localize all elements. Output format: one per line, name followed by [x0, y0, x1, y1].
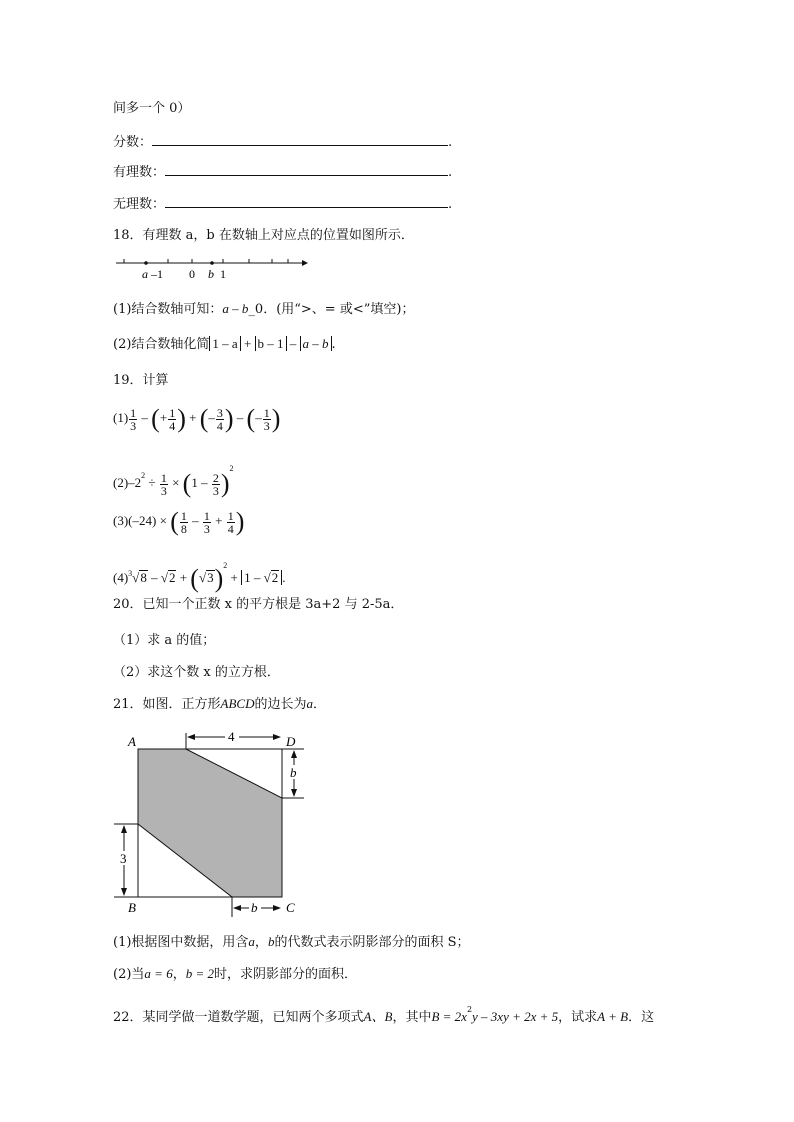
q18-p1-suffix: _0．(用“>、= 或<”填空)；	[248, 302, 415, 317]
vertex-c: C	[286, 900, 295, 915]
dim-right-label: b	[290, 765, 297, 780]
fraction-blank[interactable]	[152, 133, 448, 146]
number-line-arrow	[302, 260, 308, 266]
rational-label: 有理数：	[113, 165, 166, 180]
fraction-answer-line	[113, 133, 452, 152]
q21-part2: (2)当a = 6，b = 2时，求阴影部分的面积．	[113, 966, 358, 982]
q20-part2: （2）求这个数 x 的立方根．	[113, 665, 280, 680]
abs-b-minus-1: b – 1	[255, 336, 287, 351]
q22-stem: 22．某同学做一道数学题，已知两个多项式A、B，其中$B = 2x^2y - 3xy + 2x + 5$，试求A + B．这	[113, 1005, 655, 1025]
abs-a-minus-b: a – b	[300, 336, 332, 351]
point-a-dot	[144, 261, 148, 265]
period: .	[448, 135, 453, 150]
dim-left-label: 3	[120, 851, 127, 866]
q18-p1-expr: a – b	[222, 301, 249, 316]
q20-stem: 20．已知一个正数 x 的平方根是 3a+2 与 2-5a．	[113, 597, 404, 612]
vertex-b: B	[128, 900, 136, 915]
label-b: b	[208, 267, 214, 281]
dim-top-label: 4	[228, 729, 235, 744]
q19-stem: 19．计算	[113, 373, 169, 388]
label-zero: 0	[189, 267, 195, 281]
q19-1-label: (1)	[113, 410, 129, 425]
q19-part4: $(4)^3√8 - √2 + (√3)^2 + 1 - √2$ .	[113, 561, 286, 594]
period: .	[448, 165, 453, 180]
q20-part1: （1）求 a 的值；	[113, 633, 216, 648]
q19-2-label: (2)	[113, 475, 129, 490]
square-figure	[110, 725, 310, 920]
q21-part1: (1)根据图中数据，用含a，b的代数式表示阴影部分的面积 S；	[113, 934, 470, 950]
q19-3-label: (3)	[113, 513, 129, 528]
q19-4-label: (4)	[113, 570, 129, 585]
vertex-d: D	[286, 734, 296, 749]
point-b-dot	[210, 261, 214, 265]
shaded-region	[138, 749, 282, 897]
period: .	[448, 197, 453, 212]
rational-blank[interactable]	[165, 163, 448, 176]
q19-part2: $(2)-2^2$ ÷ $\frac{1}{3}$ × (1 – $\frac{2}{3}$ )$^2$	[113, 464, 234, 499]
label-minus-one: –1	[151, 267, 163, 281]
continuation-text: 间多一个 0）	[113, 101, 191, 116]
label-a: a	[142, 267, 148, 281]
vertex-a: A	[128, 734, 136, 749]
irrational-blank[interactable]	[165, 195, 448, 208]
q19-part3: (3)(–24) × ( $\frac{1}{8}$ – $\frac{1}{3}$ + $\frac{1}{4}$ )	[113, 507, 245, 537]
rational-answer-line	[113, 163, 452, 182]
irrational-answer-line	[113, 195, 452, 214]
irrational-label: 无理数：	[113, 197, 166, 212]
q18-stem: 18．有理数 a，b 在数轴上对应点的位置如图所示．	[113, 228, 414, 243]
label-one: 1	[220, 267, 226, 281]
fraction-label: 分数：	[113, 135, 153, 150]
dim-bottom-label: b	[251, 900, 258, 915]
q18-p2-prefix: (2)结合数轴化简	[113, 337, 210, 352]
q18-part1	[113, 300, 414, 319]
q18-p1-prefix: (1)结合数轴可知：	[113, 302, 223, 317]
number-line-ticks	[124, 259, 288, 263]
q21-stem: 21．如图．正方形ABCD的边长为a．	[113, 696, 327, 712]
number-line-figure	[112, 252, 312, 282]
q19-part1: (1) $\frac{1}{3}$ – (+ $\frac{1}{4}$ ) + (– $\frac{3}{4}$ ) – (– $\frac{1}{3}$ )	[113, 404, 281, 434]
q18-part2: (2)结合数轴化简 1 – a + b – 1 – a – b .	[113, 336, 336, 352]
frac: $\frac{1}{3}$	[130, 405, 137, 433]
abs-1-minus-a: 1 – a	[209, 336, 240, 351]
